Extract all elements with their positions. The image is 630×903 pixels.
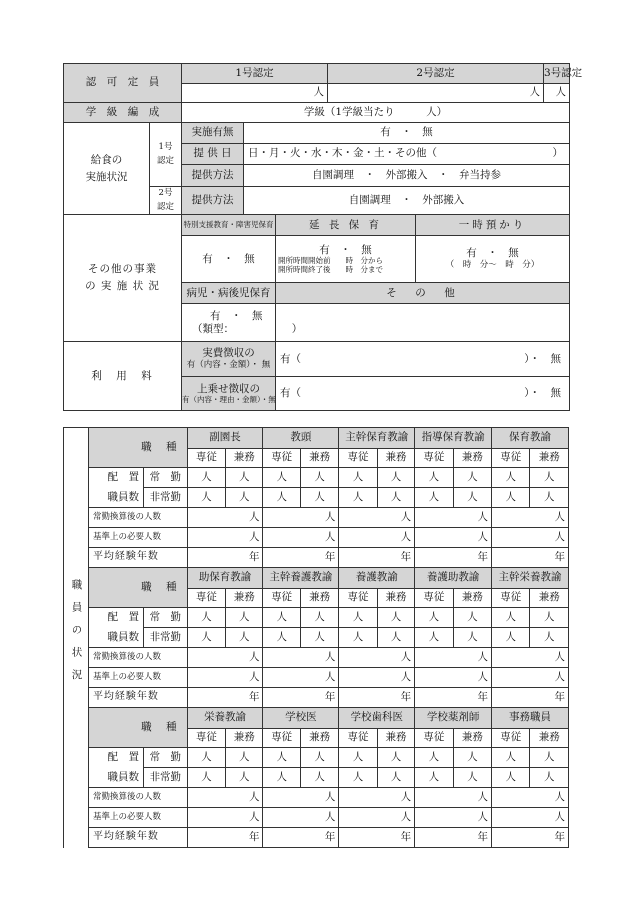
hitsuyo-row-value[interactable]: 人: [339, 528, 415, 548]
nintei-header-2: 2号認定: [328, 64, 544, 84]
senju-header: 専従: [187, 449, 225, 468]
hitsuyo-row-value[interactable]: 人: [263, 668, 339, 688]
jokin-count-cell[interactable]: 人: [377, 608, 414, 628]
hitsuyo-row-value[interactable]: 人: [339, 808, 415, 828]
jokin-count-cell[interactable]: 人: [263, 748, 300, 768]
kenmu-header: 兼務: [300, 589, 338, 608]
kenmu-header: 兼務: [377, 589, 414, 608]
kansan-row-value[interactable]: 人: [492, 788, 569, 808]
hijokin-count-cell[interactable]: 人: [187, 768, 225, 788]
kyushoku-row3-label: 提供方法: [182, 165, 244, 187]
kenmu-header: 兼務: [226, 729, 263, 748]
jokin-count-cell[interactable]: 人: [300, 468, 338, 488]
hitsuyo-row-label: 基準上の必要人数: [88, 668, 187, 688]
kansan-row-value[interactable]: 人: [415, 788, 492, 808]
heikin-row-value[interactable]: 年: [415, 688, 492, 708]
jigyo-h4: 病児・病後児保育: [182, 283, 276, 304]
hitsuyo-row-value[interactable]: 人: [492, 668, 569, 688]
hitsuyo-row-value[interactable]: 人: [187, 528, 263, 548]
senju-header: 専従: [339, 589, 377, 608]
hijokin-count-cell[interactable]: 人: [339, 768, 377, 788]
heikin-row-value[interactable]: 年: [187, 688, 263, 708]
jigyo-h5: そ の 他: [276, 283, 570, 304]
hijokin-count-cell[interactable]: 人: [492, 488, 530, 508]
jokin-count-cell[interactable]: 人: [492, 468, 530, 488]
hitsuyo-row-value[interactable]: 人: [263, 808, 339, 828]
jokin-count-cell[interactable]: 人: [453, 608, 491, 628]
hitsuyo-row-value[interactable]: 人: [415, 668, 492, 688]
heikin-row-label: 平均経験年数: [88, 688, 187, 708]
senju-header: 専従: [492, 589, 530, 608]
kyushoku-row4-label: 提供方法: [182, 187, 244, 215]
job-title: 主幹養護教諭: [263, 568, 339, 589]
hijokin-count-cell[interactable]: 人: [492, 628, 530, 648]
nintei-value-3[interactable]: 人: [544, 84, 570, 103]
heikin-row-value[interactable]: 年: [492, 688, 569, 708]
jokin-count-cell[interactable]: 人: [415, 748, 453, 768]
kyushoku-row4-value[interactable]: 自園調理 ・ 外部搬入: [244, 187, 570, 215]
riyoryo-row2-label: 上乗せ徴収の 有（内容・理由・金額）・無: [182, 377, 276, 411]
jokin-count-cell[interactable]: 人: [226, 468, 263, 488]
kyushoku-g1-label: 1号 認定: [150, 123, 182, 187]
kansan-row-label: 常勤換算後の人数: [88, 648, 187, 668]
senju-header: 専従: [415, 449, 453, 468]
hijokin-count-cell[interactable]: 人: [492, 768, 530, 788]
gakkyu-label: 学 級 編 成: [64, 103, 182, 123]
hijokin-count-cell[interactable]: 人: [300, 768, 338, 788]
shokuinsu-label: 職員数: [88, 488, 143, 508]
job-title: 栄養教諭: [187, 708, 263, 729]
kyushoku-row1-label: 実施有無: [182, 123, 244, 144]
job-title: 学校薬剤師: [415, 708, 492, 729]
jokin-count-cell[interactable]: 人: [453, 748, 491, 768]
shokushu-label: 職 種: [88, 708, 187, 748]
jokin-count-cell[interactable]: 人: [339, 608, 377, 628]
senju-header: 専従: [339, 449, 377, 468]
senju-header: 専従: [263, 729, 300, 748]
kenmu-header: 兼務: [300, 729, 338, 748]
job-title: 主幹保育教諭: [339, 428, 415, 449]
kenmu-header: 兼務: [377, 729, 414, 748]
hijokin-count-cell[interactable]: 人: [415, 768, 453, 788]
riyoryo-row2-value[interactable]: 有（ ）・ 無: [276, 377, 570, 411]
job-title: 保育教諭: [492, 428, 569, 449]
jigyo-h2: 延 長 保 育: [276, 215, 416, 236]
kansan-row-value[interactable]: 人: [492, 508, 569, 528]
kyushoku-label: [64, 123, 150, 215]
jokin-count-cell[interactable]: 人: [263, 468, 300, 488]
kansan-row-value[interactable]: 人: [263, 788, 339, 808]
hitsuyo-row-value[interactable]: 人: [187, 808, 263, 828]
kansan-row-value[interactable]: 人: [263, 508, 339, 528]
hitsuyo-row-value[interactable]: 人: [263, 528, 339, 548]
hijokin-count-cell[interactable]: 人: [263, 488, 300, 508]
jokin-count-cell[interactable]: 人: [187, 748, 225, 768]
hijokin-count-cell[interactable]: 人: [226, 768, 263, 788]
kansan-row-value[interactable]: 人: [263, 648, 339, 668]
hitsuyo-row-value[interactable]: 人: [339, 668, 415, 688]
jokin-count-cell[interactable]: 人: [377, 468, 414, 488]
shokushu-label: 職 種: [88, 428, 187, 468]
jokin-count-cell[interactable]: 人: [530, 748, 569, 768]
haichi-label: 配 置: [88, 608, 143, 628]
jokin-label: 常 勤: [144, 468, 188, 488]
hijokin-label: 非常勤: [144, 768, 188, 788]
kansan-row-value[interactable]: 人: [339, 648, 415, 668]
haichi-label: 配 置: [88, 748, 143, 768]
hijokin-count-cell[interactable]: 人: [263, 628, 300, 648]
nintei-value-2[interactable]: 人: [328, 84, 544, 103]
hijokin-count-cell[interactable]: 人: [415, 488, 453, 508]
shokuinsu-label: 職員数: [88, 628, 143, 648]
hijokin-label: 非常勤: [144, 628, 188, 648]
hijokin-count-cell[interactable]: 人: [377, 488, 414, 508]
kyushoku-row2-value[interactable]: 日・月・火・水・木・金・土・その他（ ）: [244, 144, 570, 165]
job-title: 事務職員: [492, 708, 569, 729]
kansan-row-label: 常勤換算後の人数: [88, 508, 187, 528]
kansan-row-label: 常勤換算後の人数: [88, 788, 187, 808]
senju-header: 専従: [263, 449, 300, 468]
hijokin-count-cell[interactable]: 人: [377, 768, 414, 788]
job-title: 学校歯科医: [339, 708, 415, 729]
form-table-top: [63, 63, 583, 411]
heikin-row-value[interactable]: 年: [492, 828, 569, 848]
heikin-row-value[interactable]: 年: [492, 548, 569, 568]
senju-header: 専従: [187, 729, 225, 748]
hijokin-count-cell[interactable]: 人: [530, 628, 569, 648]
jokin-count-cell[interactable]: 人: [263, 608, 300, 628]
kansan-row-value[interactable]: 人: [339, 788, 415, 808]
heikin-row-value[interactable]: 年: [187, 548, 263, 568]
kansan-row-value[interactable]: 人: [187, 508, 263, 528]
hitsuyo-row-value[interactable]: 人: [415, 528, 492, 548]
hijokin-count-cell[interactable]: 人: [226, 628, 263, 648]
kenmu-header: 兼務: [530, 449, 569, 468]
jokin-count-cell[interactable]: 人: [339, 748, 377, 768]
job-title: 養護教諭: [339, 568, 415, 589]
jigyo-h1: 特別支援教育・障害児保育: [182, 215, 276, 236]
job-title: 学校医: [263, 708, 339, 729]
kyushoku-label-line1: 給食の: [90, 153, 123, 166]
kenmu-header: 兼務: [226, 589, 263, 608]
heikin-row-value[interactable]: 年: [263, 548, 339, 568]
hijokin-count-cell[interactable]: 人: [453, 768, 491, 788]
kenmu-header: 兼務: [453, 449, 491, 468]
hijokin-count-cell[interactable]: 人: [377, 628, 414, 648]
hijokin-count-cell[interactable]: 人: [226, 488, 263, 508]
jokin-count-cell[interactable]: 人: [415, 608, 453, 628]
job-title: 主幹栄養教諭: [492, 568, 569, 589]
jigyo-label: その他の事業 の 実 施 状 況: [64, 215, 182, 342]
nintei-header-3: 3号認定: [544, 64, 570, 84]
haichi-label: 配 置: [88, 468, 143, 488]
kyushoku-g2-label: 2号 認定: [150, 187, 182, 215]
hijokin-count-cell[interactable]: 人: [415, 628, 453, 648]
kenmu-header: 兼務: [530, 589, 569, 608]
senju-header: 専従: [492, 449, 530, 468]
heikin-row-value[interactable]: 年: [415, 828, 492, 848]
hijokin-count-cell[interactable]: 人: [339, 488, 377, 508]
hijokin-label: 非常勤: [144, 488, 188, 508]
senju-header: 専従: [263, 589, 300, 608]
kenmu-header: 兼務: [453, 589, 491, 608]
hijokin-count-cell[interactable]: 人: [300, 488, 338, 508]
senju-header: 専従: [339, 729, 377, 748]
hitsuyo-row-label: 基準上の必要人数: [88, 808, 187, 828]
heikin-row-label: 平均経験年数: [88, 828, 187, 848]
heikin-row-value[interactable]: 年: [415, 548, 492, 568]
jokin-count-cell[interactable]: 人: [530, 468, 569, 488]
riyoryo-label: 利 用 料: [64, 342, 182, 411]
jokin-count-cell[interactable]: 人: [492, 608, 530, 628]
jokin-count-cell[interactable]: 人: [415, 468, 453, 488]
kenmu-header: 兼務: [377, 449, 414, 468]
jokin-count-cell[interactable]: 人: [492, 748, 530, 768]
jokin-count-cell[interactable]: 人: [187, 608, 225, 628]
hitsuyo-row-label: 基準上の必要人数: [88, 528, 187, 548]
nintei-value-1[interactable]: 人: [182, 84, 328, 103]
jigyo-v1[interactable]: 有 ・ 無: [182, 236, 276, 283]
senju-header: 専従: [415, 589, 453, 608]
jigyo-v3[interactable]: 有 ・ 無 （ 時 分～ 時 分）: [416, 236, 570, 283]
gakkyu-value[interactable]: 学級（1学級当たり 人）: [182, 103, 570, 123]
job-title: 助保育教諭: [187, 568, 263, 589]
riyoryo-row1-label: 実費徴収の 有（内容・金額）・ 無: [182, 342, 276, 377]
jokin-count-cell[interactable]: 人: [226, 608, 263, 628]
hijokin-count-cell[interactable]: 人: [263, 768, 300, 788]
hitsuyo-row-value[interactable]: 人: [492, 528, 569, 548]
heikin-row-value[interactable]: 年: [263, 688, 339, 708]
staff-table: [63, 427, 569, 848]
jigyo-v2[interactable]: 有 ・ 無 開所時間開始前 時 分から 開所時間終了後 時 分まで: [276, 236, 416, 283]
staff-side-text: 職員の状況: [70, 579, 83, 692]
hitsuyo-row-value[interactable]: 人: [187, 668, 263, 688]
heikin-row-value[interactable]: 年: [339, 548, 415, 568]
heikin-row-value[interactable]: 年: [263, 828, 339, 848]
kyushoku-row2-label: 提 供 日: [182, 144, 244, 165]
kansan-row-value[interactable]: 人: [339, 508, 415, 528]
senju-header: 専従: [492, 729, 530, 748]
hijokin-count-cell[interactable]: 人: [300, 628, 338, 648]
senju-header: 専従: [415, 729, 453, 748]
kansan-row-value[interactable]: 人: [415, 508, 492, 528]
kyushoku-label-line2: 実施状況: [85, 170, 128, 183]
nintei-label: 認 可 定 員: [64, 64, 182, 103]
jokin-count-cell[interactable]: 人: [453, 468, 491, 488]
kenmu-header: 兼務: [226, 449, 263, 468]
senju-header: 専従: [187, 589, 225, 608]
kenmu-header: 兼務: [530, 729, 569, 748]
jokin-count-cell[interactable]: 人: [226, 748, 263, 768]
jokin-count-cell[interactable]: 人: [187, 468, 225, 488]
hijokin-count-cell[interactable]: 人: [530, 488, 569, 508]
jokin-count-cell[interactable]: 人: [530, 608, 569, 628]
jokin-count-cell[interactable]: 人: [339, 468, 377, 488]
hijokin-count-cell[interactable]: 人: [453, 488, 491, 508]
jokin-label: 常 勤: [144, 748, 188, 768]
hijokin-count-cell[interactable]: 人: [187, 628, 225, 648]
jokin-label: 常 勤: [144, 608, 188, 628]
kansan-row-value[interactable]: 人: [492, 648, 569, 668]
job-title: 副園長: [187, 428, 263, 449]
kyushoku-row1-value[interactable]: 有 ・ 無: [244, 123, 570, 144]
job-title: 指導保育教諭: [415, 428, 492, 449]
kenmu-header: 兼務: [453, 729, 491, 748]
hijokin-count-cell[interactable]: 人: [339, 628, 377, 648]
kenmu-header: 兼務: [300, 449, 338, 468]
shokuinsu-label: 職員数: [88, 768, 143, 788]
kansan-row-value[interactable]: 人: [187, 788, 263, 808]
jokin-count-cell[interactable]: 人: [300, 748, 338, 768]
hitsuyo-row-value[interactable]: 人: [415, 808, 492, 828]
jokin-count-cell[interactable]: 人: [300, 608, 338, 628]
shokushu-label: 職 種: [88, 568, 187, 608]
jigyo-v5[interactable]: [276, 304, 570, 342]
hijokin-count-cell[interactable]: 人: [187, 488, 225, 508]
jokin-count-cell[interactable]: 人: [377, 748, 414, 768]
hitsuyo-row-value[interactable]: 人: [492, 808, 569, 828]
kansan-row-value[interactable]: 人: [415, 648, 492, 668]
heikin-row-value[interactable]: 年: [339, 688, 415, 708]
heikin-row-label: 平均経験年数: [88, 548, 187, 568]
job-title: 教頭: [263, 428, 339, 449]
hijokin-count-cell[interactable]: 人: [530, 768, 569, 788]
kansan-row-value[interactable]: 人: [187, 648, 263, 668]
riyoryo-row1-value[interactable]: 有（ ）・ 無: [276, 342, 570, 377]
staff-side-label: [64, 428, 89, 848]
jigyo-v4[interactable]: 有 ・ 無 （類型： ）: [182, 304, 276, 342]
heikin-row-value[interactable]: 年: [187, 828, 263, 848]
kyushoku-row3-value[interactable]: 自園調理 ・ 外部搬入 ・ 弁当持参: [244, 165, 570, 187]
jigyo-h3: 一時預かり: [416, 215, 570, 236]
nintei-header-1: 1号認定: [182, 64, 328, 84]
heikin-row-value[interactable]: 年: [339, 828, 415, 848]
job-title: 養護助教諭: [415, 568, 492, 589]
hijokin-count-cell[interactable]: 人: [453, 628, 491, 648]
